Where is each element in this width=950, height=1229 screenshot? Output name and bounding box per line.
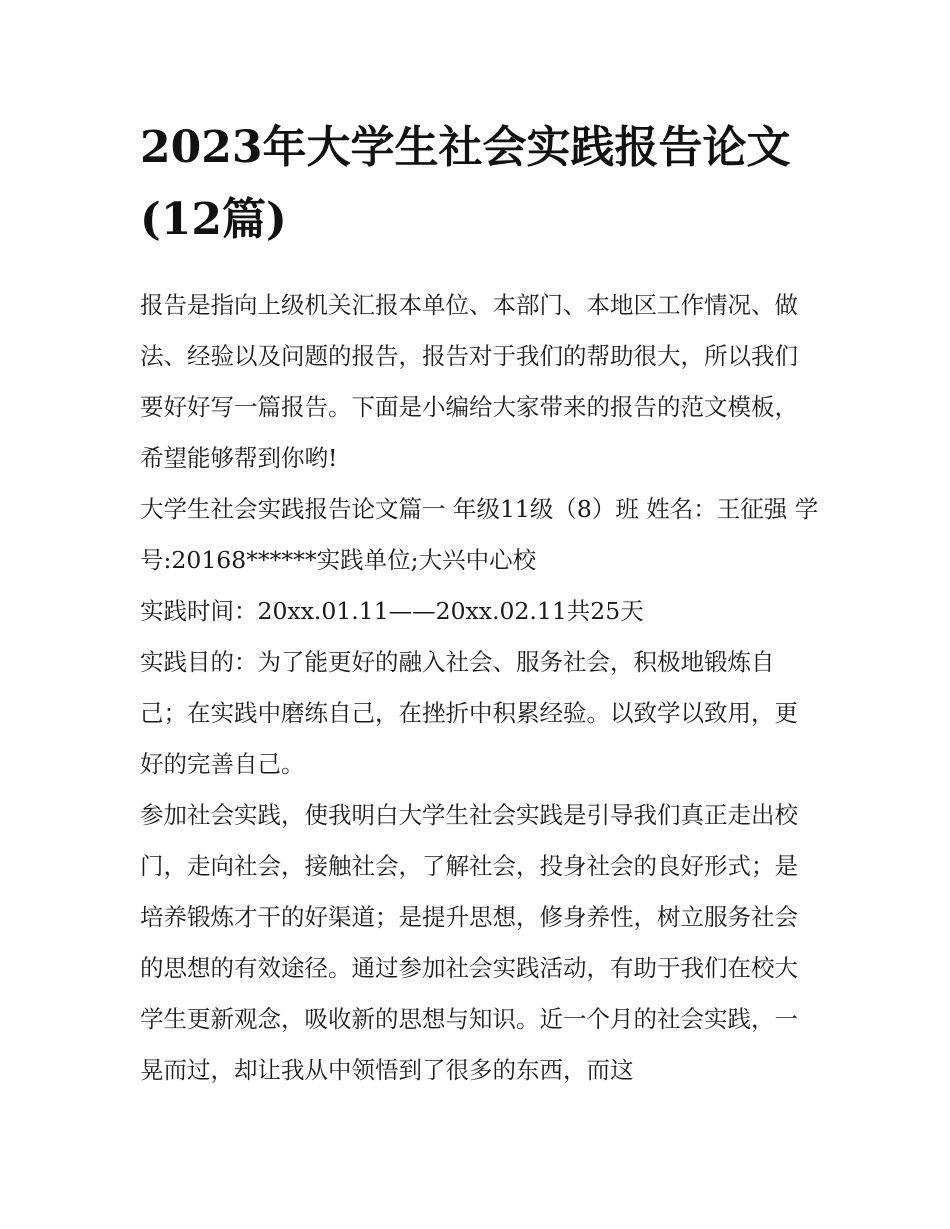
paragraph-intro: 报告是指向上级机关汇报本单位、本部门、本地区工作情况、做法、经验以及问题的报告，报告对于我们的帮助很大，所以我们要好好写一篇报告。下面是小编给大家带来的报告的范文模板，希望能够帮到你哟! (140, 291, 798, 472)
paragraph-practice-reflection: 参加社会实践，使我明白大学生社会实践是引导我们真正走出校门，走向社会，接触社会，了解社会，投身社会的良好形式；是培养锻炼才干的好渠道；是提升思想，修身养性，树立服务社会的思想的有效途径。通过参加社会实践活动，有助于我们在校大学生更新观念，吸收新的思想与知识。近一个月的社会实践，一晃而过，却让我从中领悟到了很多的东西，而这 (140, 801, 798, 1084)
document-title: 2023年大学生社会实践报告论文(12篇) (140, 122, 791, 245)
paragraph-practice-time: 实践时间：20xx.01.11——20xx.02.11共25天 (140, 597, 644, 625)
paragraph-practice-purpose: 实践目的：为了能更好的融入社会、服务社会，积极地锻炼自己；在实践中磨练自己，在挫折中积累经验。以致学以致用，更好的完善自己。 (140, 648, 798, 778)
document-body (140, 280, 820, 1096)
paragraph-student-info: 大学生社会实践报告论文篇一 年级11级（8）班 姓名：王征强 学号:20168******实践单位;大兴中心校 (140, 495, 819, 574)
